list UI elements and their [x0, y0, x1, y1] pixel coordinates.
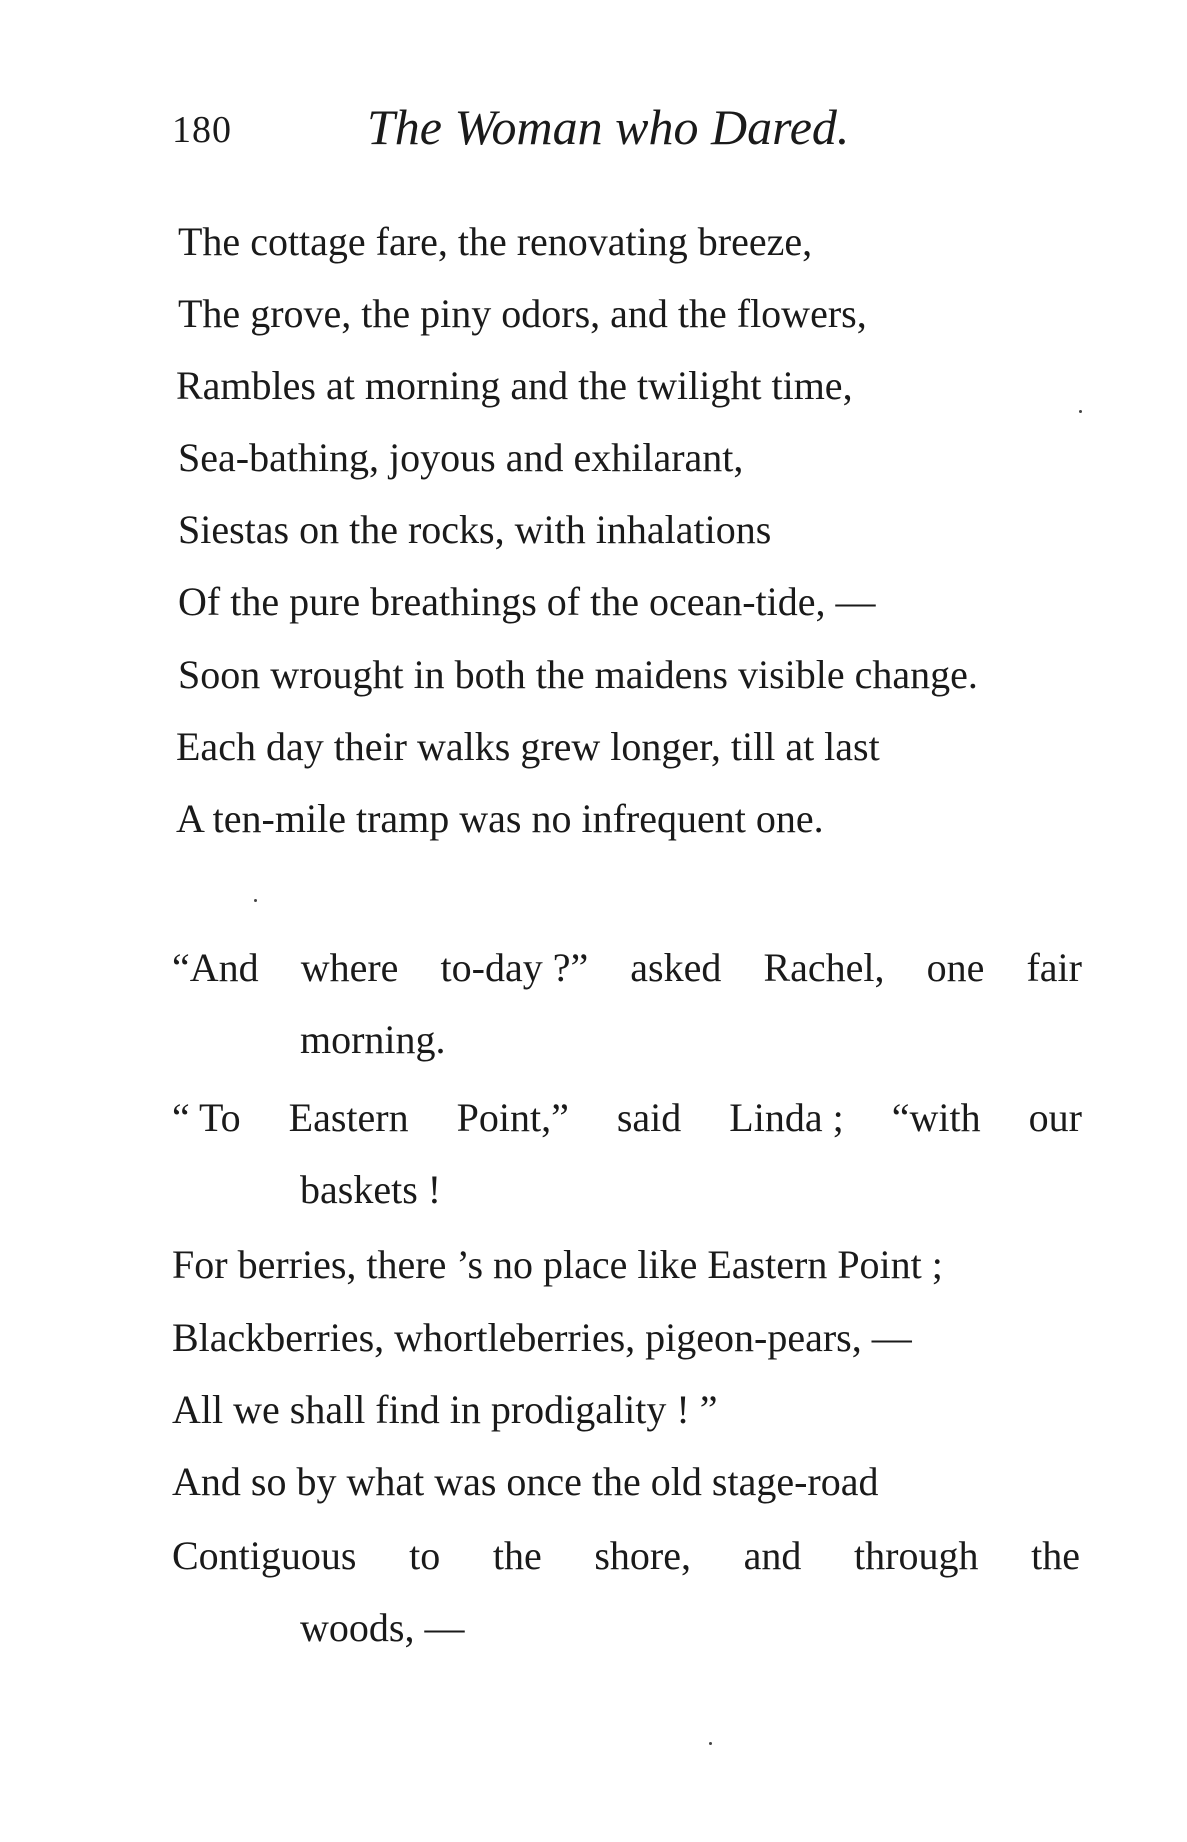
- verse-line: Of the pure breathings of the ocean-tide, —: [178, 579, 876, 624]
- verse-continuation: morning.: [300, 1017, 446, 1062]
- verse-line-justified: [172, 1533, 1080, 1578]
- word: Point,”: [456, 1095, 569, 1140]
- word: Linda ;: [729, 1095, 844, 1140]
- word: through: [854, 1533, 979, 1578]
- verse-line-justified: [172, 945, 1082, 990]
- word: to-day ?”: [440, 945, 589, 990]
- verse-line: A ten-mile tramp was no infrequent one.: [176, 796, 824, 841]
- verse-line: And so by what was once the old stage-road: [172, 1459, 879, 1504]
- word: the: [1031, 1533, 1080, 1578]
- page-number: 180: [172, 109, 232, 151]
- verse-line: Blackberries, whortleberries, pigeon-pears, —: [172, 1315, 912, 1360]
- word: “And: [172, 945, 259, 990]
- running-title: The Woman who Dared.: [367, 99, 850, 155]
- scan-speck: [709, 1742, 712, 1745]
- scan-speck: [1079, 410, 1082, 413]
- word: Rachel,: [763, 945, 885, 990]
- word: “ To: [172, 1095, 241, 1140]
- word: the: [492, 1533, 542, 1578]
- word: fair: [1026, 945, 1082, 990]
- word: shore,: [594, 1533, 691, 1578]
- verse-line: Sea-bathing, joyous and exhilarant,: [178, 435, 744, 480]
- word: “with: [891, 1095, 981, 1140]
- word: Eastern: [288, 1095, 409, 1140]
- word: said: [616, 1095, 682, 1140]
- verse-line: For berries, there ’s no place like Eastern Point ;: [172, 1242, 943, 1287]
- word: where: [300, 945, 399, 990]
- verse-continuation: baskets !: [300, 1167, 442, 1212]
- verse-line: Soon wrought in both the maidens visible change.: [178, 652, 978, 697]
- word: our: [1028, 1095, 1082, 1140]
- word: Contiguous: [172, 1533, 357, 1578]
- word: to: [409, 1533, 441, 1578]
- word: and: [743, 1533, 802, 1578]
- verse-line: The grove, the piny odors, and the flowers,: [178, 291, 867, 336]
- verse-continuation: woods, —: [300, 1605, 465, 1650]
- verse-line: Rambles at morning and the twilight time,: [176, 363, 853, 408]
- scan-speck: [254, 899, 257, 902]
- verse-line: Each day their walks grew longer, till at last: [176, 724, 880, 769]
- page-header: [172, 98, 972, 158]
- verse-line: The cottage fare, the renovating breeze,: [178, 219, 813, 264]
- verse-line: All we shall find in prodigality ! ”: [172, 1387, 718, 1432]
- word: asked: [630, 945, 722, 990]
- verse-line-justified: [172, 1095, 1082, 1140]
- word: one: [926, 945, 985, 990]
- verse-line: Siestas on the rocks, with inhalations: [178, 507, 772, 552]
